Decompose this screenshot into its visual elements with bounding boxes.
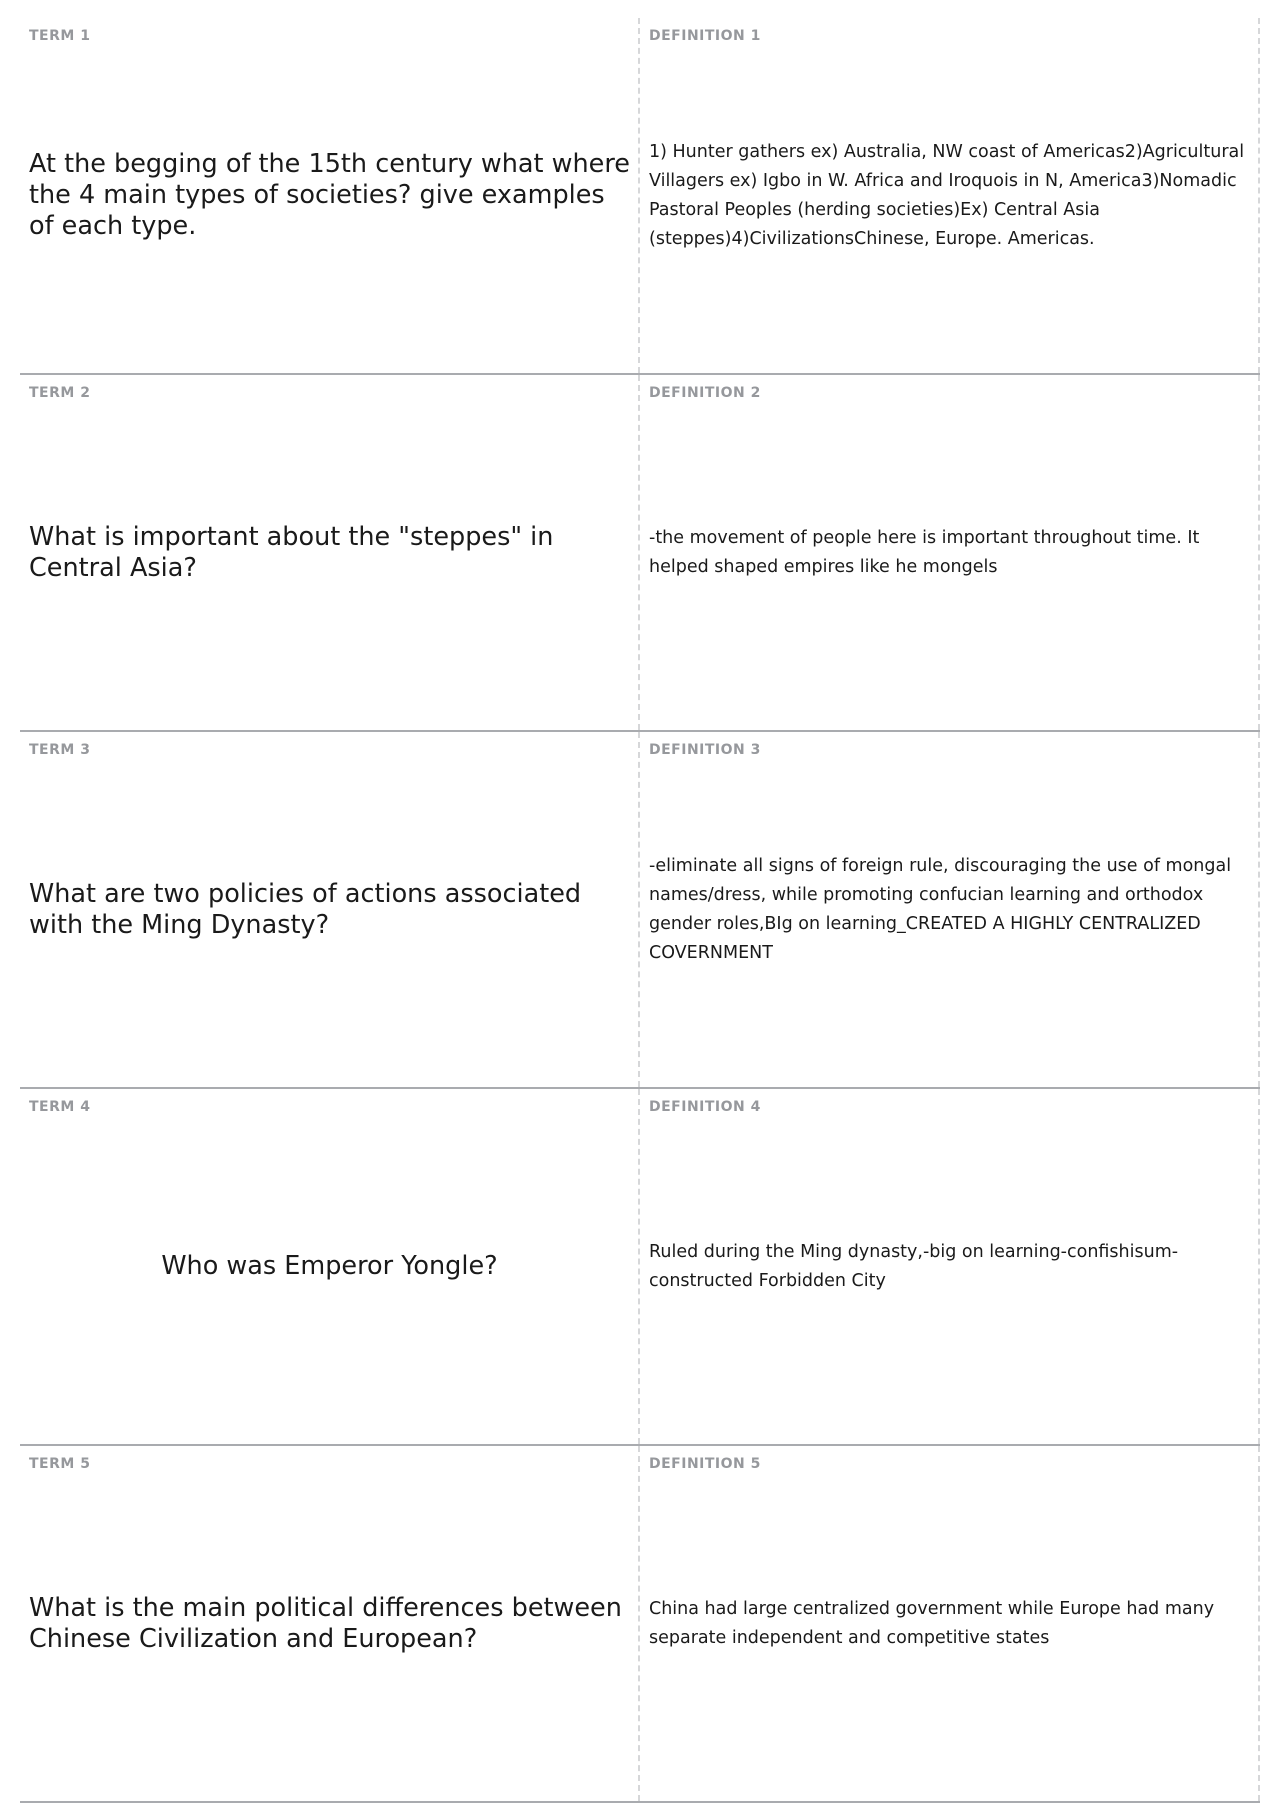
definition-content [649, 375, 1250, 730]
term-content [29, 375, 630, 730]
definition-cell [640, 1089, 1260, 1444]
definition-text: Ruled during the Ming dynasty,-big on learning-confishisum-constructed Forbidden City [649, 1241, 1179, 1291]
definition-content [649, 1089, 1250, 1444]
definition-text: China had large centralized government while Europe had many separate independent and competitive states [649, 1598, 1215, 1648]
definition-label: DEFINITION 3 [649, 742, 761, 758]
definition-label: DEFINITION 4 [649, 1099, 761, 1115]
card-row [20, 1089, 1260, 1446]
term-label: TERM 3 [29, 742, 91, 758]
card-row [20, 18, 1260, 375]
definition-text: -the movement of people here is important throughout time. It helped shaped empires like he mongels [649, 527, 1200, 577]
definition-cell [640, 732, 1260, 1087]
term-text: At the begging of the 15th century what where the 4 main types of societies? give examples of each type. [29, 149, 630, 241]
definition-content [649, 1446, 1250, 1801]
definition-cell [640, 375, 1260, 730]
term-label: TERM 4 [29, 1099, 91, 1115]
definition-text: -eliminate all signs of foreign rule, discouraging the use of mongal names/dress, while promoting confucian learning and orthodox gender roles,BIg on learning_CREATED A HIGHLY CENTRALIZED COVERNMENT [649, 855, 1232, 963]
term-cell [20, 732, 640, 1087]
term-cell [20, 1089, 640, 1444]
definition-label: DEFINITION 1 [649, 28, 761, 44]
definition-content [649, 732, 1250, 1087]
card-row [20, 375, 1260, 732]
definition-label: DEFINITION 2 [649, 385, 761, 401]
definition-cell [640, 18, 1260, 373]
card-row [20, 732, 1260, 1089]
term-content [29, 18, 630, 373]
term-content [29, 1446, 630, 1801]
card-row [20, 1446, 1260, 1803]
definition-content [649, 18, 1250, 373]
term-text: What are two policies of actions associated with the Ming Dynasty? [29, 878, 582, 940]
term-text: What is important about the "steppes" in Central Asia? [29, 521, 554, 583]
definition-text: 1) Hunter gathers ex) Australia, NW coast of Americas2)Agricultural Villagers ex) Igbo in W. Africa and Iroquois in N, America3)Nomadic Pastoral Peoples (herding societies)Ex) Central Asia (steppes)4)CivilizationsChinese, Europe. Americas. [649, 141, 1245, 249]
term-label: TERM 1 [29, 28, 91, 44]
term-cell [20, 375, 640, 730]
flashcard-sheet [20, 18, 1260, 1803]
term-content [29, 732, 630, 1087]
term-text: Who was Emperor Yongle? [161, 1251, 498, 1281]
term-content [29, 1089, 630, 1444]
term-label: TERM 5 [29, 1456, 91, 1472]
term-label: TERM 2 [29, 385, 91, 401]
term-cell [20, 1446, 640, 1801]
term-text: What is the main political differences between Chinese Civilization and European? [29, 1592, 622, 1654]
definition-cell [640, 1446, 1260, 1801]
term-cell [20, 18, 640, 373]
definition-label: DEFINITION 5 [649, 1456, 761, 1472]
